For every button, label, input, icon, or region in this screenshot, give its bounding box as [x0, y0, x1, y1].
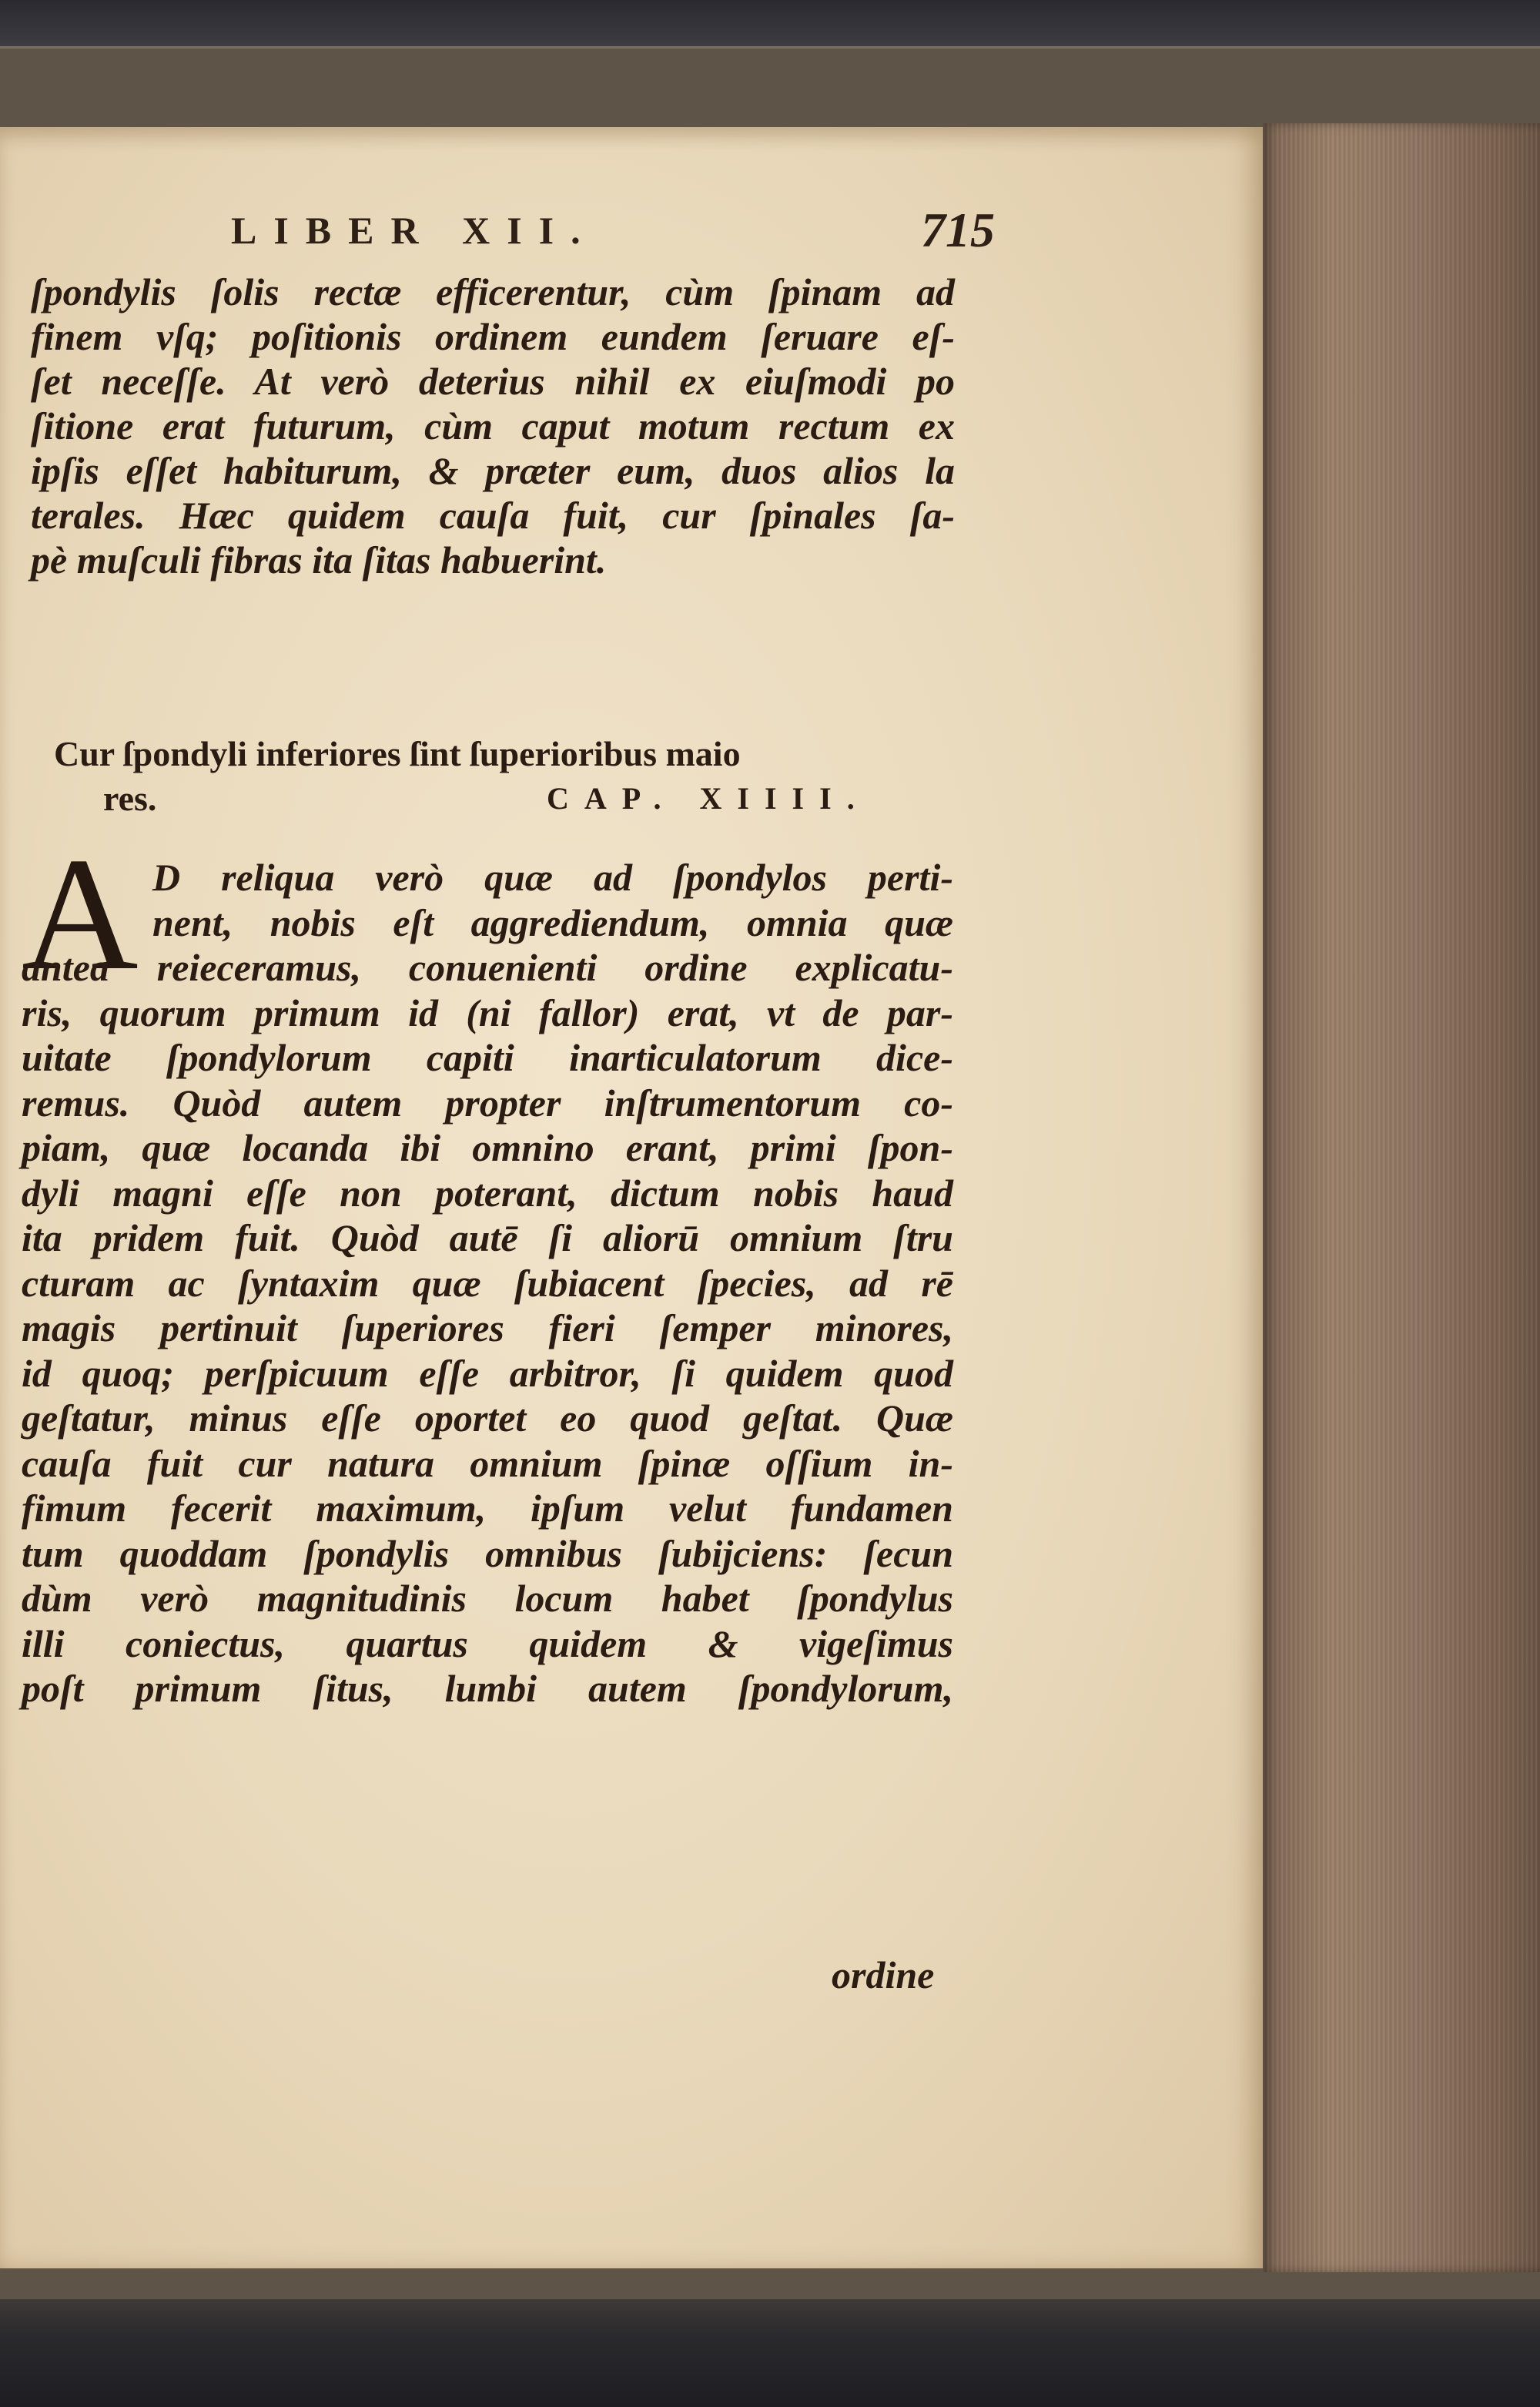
drop-capital: A: [22, 825, 139, 1004]
text-line: pè muſculi fibras ita ſitas habuerint.: [31, 538, 607, 582]
text-line: piam, quæ locanda ibi omnino erant, primi ſpon-: [22, 1126, 953, 1169]
background-bottom: [0, 2299, 1540, 2407]
text-line: poſt primum ſitus, lumbi autem ſpondylorum,: [22, 1667, 953, 1710]
text-line: terales. Hæc quidem cauſa fuit, cur ſpinales ſa-: [31, 494, 955, 537]
page-fore-edge: [1263, 123, 1540, 2272]
catchword: ordine: [832, 1953, 935, 1996]
text-line: dyli magni eſſe non poterant, dictum nobis haud: [22, 1171, 953, 1215]
chapter-label: CAP. XIIII.: [547, 781, 870, 816]
chapter-title-line: res.: [103, 779, 157, 818]
text-line: tum quoddam ſpondylis omnibus ſubijciens: ſecun: [22, 1531, 953, 1575]
running-head: LIBER XII.: [231, 209, 598, 252]
text-line: ris, quorum primum id (ni fallor) erat, vt de par-: [22, 991, 953, 1034]
chapter-body: [22, 855, 953, 1711]
text-line: antea reieceramus, conuenienti ordine explicatu-: [22, 946, 953, 989]
text-line: remus. Quòd autem propter inſtrumentorum co-: [22, 1081, 953, 1125]
chapter-title-line: Cur ſpondyli inferiores ſint ſuperioribus maio: [54, 734, 741, 773]
text-line: cturam ac ſyntaxim quæ ſubiacent ſpecies, ad rē: [22, 1261, 953, 1305]
text-line: id quoq; perſpicuum eſſe arbitror, ſi quidem quod: [22, 1351, 953, 1395]
text-line: finem vſq; poſitionis ordinem eundem ſeruare eſ-: [31, 315, 955, 358]
text-line: dùm verò magnitudinis locum habet ſpondylus: [22, 1577, 953, 1620]
text-line: ita pridem fuit. Quòd autē ſi aliorū omnium ſtru: [22, 1216, 953, 1259]
text-line: D reliqua verò quæ ad ſpondylos perti-: [152, 856, 953, 899]
text-line: nent, nobis eſt aggrediendum, omnia quæ: [152, 900, 953, 944]
text-line: uitate ſpondylorum capiti inarticulatorum dice-: [22, 1036, 953, 1079]
text-line: ipſis eſſet habiturum, & præter eum, duos alios la: [31, 449, 955, 492]
text-line: cauſa fuit cur natura omnium ſpinæ oſſium in-: [22, 1441, 953, 1485]
text-line: ſitione erat futurum, cùm caput motum rectum ex: [31, 404, 955, 448]
text-line: ſpondylis ſolis rectæ efficerentur, cùm ſpinam ad: [31, 270, 955, 313]
text-line: magis pertinuit ſuperiores fieri ſemper minores,: [22, 1306, 953, 1349]
chapter-heading: [54, 732, 924, 821]
continuation-paragraph: [31, 270, 955, 582]
text-line: geſtatur, minus eſſe oportet eo quod geſtat. Quæ: [22, 1396, 953, 1440]
text-line: illi coniectus, quartus quidem & vigeſimus: [22, 1621, 953, 1665]
text-line: fimum fecerit maximum, ipſum velut fundamen: [22, 1487, 953, 1530]
text-line: ſet neceſſe. At verò deterius nihil ex eiuſmodi po: [31, 360, 955, 403]
page-number: 715: [921, 203, 995, 257]
